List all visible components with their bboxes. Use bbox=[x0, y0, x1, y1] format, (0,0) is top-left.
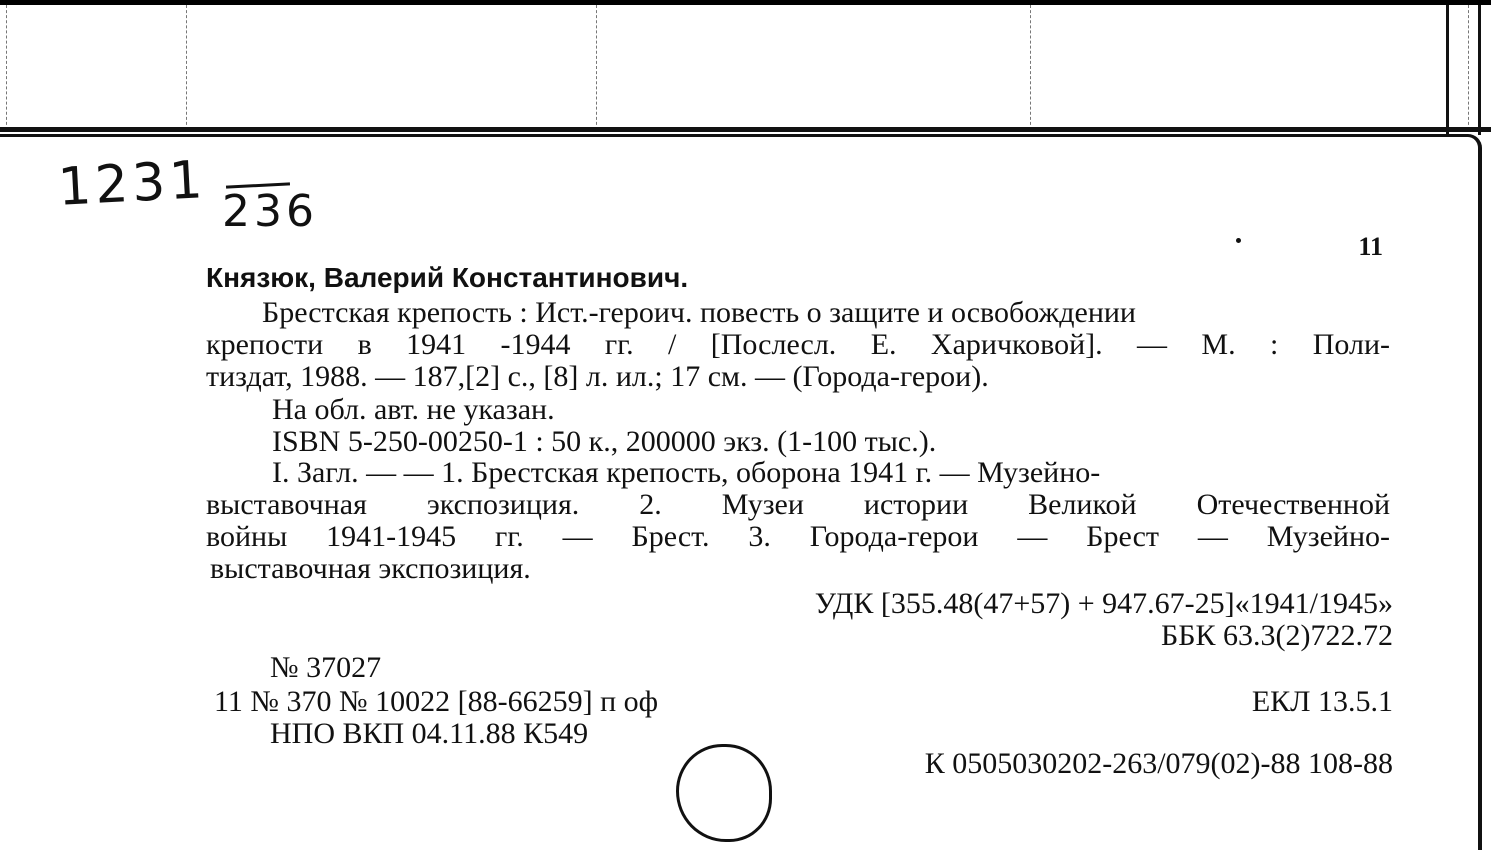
card-top-edge bbox=[0, 127, 1491, 132]
udk-code: УДК [355.48(47+57) + 947.67-25]«1941/1945» bbox=[814, 587, 1393, 620]
bbk-code: ББК 63.3(2)722.72 bbox=[1161, 619, 1393, 652]
dot-mark bbox=[1236, 238, 1241, 243]
description-line: Брестская крепость : Ист.-героич. повесть о защите и освобождении bbox=[262, 296, 1136, 329]
description-line: тиздат, 1988. — 187,[2] с., [8] л. ил.; 17 см. — (Города-герои). bbox=[206, 360, 989, 393]
handwritten-subnumber: 236 bbox=[222, 186, 318, 237]
handwritten-number: 1231 bbox=[56, 150, 208, 218]
divider bbox=[186, 5, 187, 130]
divider bbox=[1030, 5, 1031, 130]
ekl-code: ЕКЛ 13.5.1 bbox=[1251, 685, 1393, 718]
description-line: крепости в 1941 -1944 гг. / [Послесл. Е. Харичковой]. — М. : Поли- bbox=[206, 328, 1390, 361]
divider bbox=[596, 5, 597, 130]
subject-line: войны 1941-1945 гг. — Брест. 3. Города-герои — Брест — Музейно- bbox=[206, 520, 1390, 553]
author-heading: Князюк, Валерий Константинович. bbox=[206, 262, 689, 293]
subject-line: выставочная экспозиция. 2. Музеи истории Великой Отечественной bbox=[206, 488, 1390, 521]
isbn-line: ISBN 5-250-00250-1 : 50 к., 200000 экз. (1-100 тыс.). bbox=[272, 425, 937, 458]
card-number: 11 bbox=[1358, 232, 1383, 261]
divider bbox=[6, 5, 7, 130]
note-line: На обл. авт. не указан. bbox=[272, 393, 555, 426]
subject-line: выставочная экспозиция. bbox=[210, 552, 531, 585]
divider bbox=[1446, 5, 1449, 135]
divider bbox=[1468, 5, 1469, 130]
divider bbox=[1478, 5, 1481, 135]
card-drawer-top bbox=[0, 0, 1491, 132]
subject-line: I. Загл. — — 1. Брестская крепость, оборона 1941 г. — Музейно- bbox=[272, 456, 1101, 489]
npo-line: НПО ВКП 04.11.88 К549 bbox=[270, 717, 589, 750]
print-line: 11 № 370 № 10022 [88-66259] п оф bbox=[214, 685, 659, 718]
k-code: К 0505030202-263/079(02)-88 108-88 bbox=[924, 747, 1393, 780]
top-border bbox=[0, 0, 1491, 5]
order-number: № 37027 bbox=[270, 651, 382, 684]
circle-stamp bbox=[676, 744, 772, 842]
